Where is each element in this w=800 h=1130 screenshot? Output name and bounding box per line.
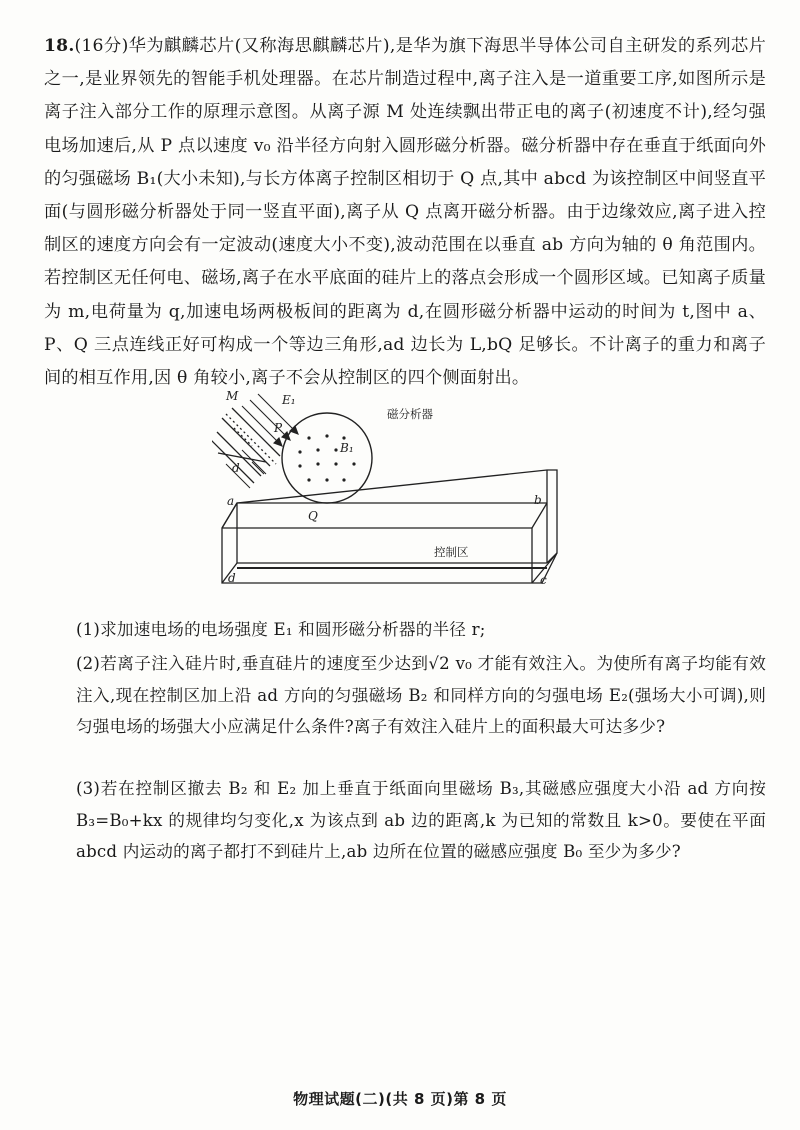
subquestion-2 <box>76 648 766 743</box>
label-q: Q <box>308 509 318 523</box>
label-d-plates: d <box>232 461 240 475</box>
label-b: b <box>534 493 542 507</box>
subquestion-3-text: (3)若在控制区撤去 B₂ 和 E₂ 加上垂直于纸面向里磁场 B₃,其磁感应强度大小沿 ad 方向按 B₃=B₀+kx 的规律均匀变化,x 为该点到 ab 边的距离,k 为已知的常数且 k>0。要使在平面 abcd 内运动的离子都打不到硅片上,ab 边所在位置的磁感应强度 B₀ 至少为多少? <box>76 779 766 862</box>
diagram-svg <box>212 388 582 613</box>
label-a: a <box>227 494 235 508</box>
label-e1: E₁ <box>282 393 296 407</box>
ion-implantation-diagram <box>212 388 582 613</box>
question-text: (16分)华为麒麟芯片(又称海思麒麟芯片),是华为旗下海思半导体公司自主研发的系列芯片之一,是业界领先的智能手机处理器。在芯片制造过程中,离子注入是一道重要工序,如图所示是离子注入部分工作的原理示意图。从离子源 M 处连续飘出带正电的离子(初速度不计),经匀强电场加速后,从 P 点以速度 v₀ 沿半径方向射入圆形磁分析器。磁分析器中存在垂直于纸面向外的匀强磁场 B₁(大小未知),与长方体离子控制区相切于 Q 点,其中 abcd 为该控制区中间竖直平面(与圆形磁分析器处于同一竖直平面),离子从 Q 点离开磁分析器。由于边缘效应,离子进入控制区的速度方向会有一定波动(速度大小不变),波动范围在以垂直 ab 方向为轴的 θ 角范围内。若控制区无任何电、磁场,离子在水平底面的硅片上的落点会形成一个圆形区域。已知离子质量为 m,电荷量为 q,加速电场两极板间的距离为 d,在圆形磁分析器中运动的时间为 t,图中 a、P、Q 三点连线正好可构成一个等边三角形,ad 边长为 L,bQ 足够长。不计离子的重力和离子间的相互作用,因 θ 角较小,离子不会从控制区的四个侧面射出。 <box>44 36 766 389</box>
subquestion-2-text: (2)若离子注入硅片时,垂直硅片的速度至少达到√2 v₀ 才能有效注入。为使所有离子均能有效注入,现在控制区加上沿 ad 方向的匀强磁场 B₂ 和同样方向的匀强电场 E₂(强场大小可调),则匀强电场的场强大小应满足什么条件?离子有效注入硅片上的面积最大可达多少? <box>76 654 766 737</box>
subquestion-3 <box>76 773 766 868</box>
page-footer: 物理试题(二)(共 8 页)第 8 页 <box>293 1090 507 1108</box>
label-control-region: 控制区 <box>434 545 469 559</box>
label-m: M <box>226 389 239 403</box>
label-magnetic-analyzer: 磁分析器 <box>387 407 433 421</box>
subquestion-1-text: (1)求加速电场的电场强度 E₁ 和圆形磁分析器的半径 r; <box>76 620 486 639</box>
label-d-corner: d <box>228 571 236 585</box>
label-c: c <box>540 573 547 587</box>
subquestion-1 <box>76 614 766 646</box>
control-region-box <box>222 470 557 583</box>
label-p: P <box>274 421 283 435</box>
label-b1: B₁ <box>340 441 354 455</box>
question-number: 18. <box>44 36 75 56</box>
question-stem <box>44 30 766 395</box>
